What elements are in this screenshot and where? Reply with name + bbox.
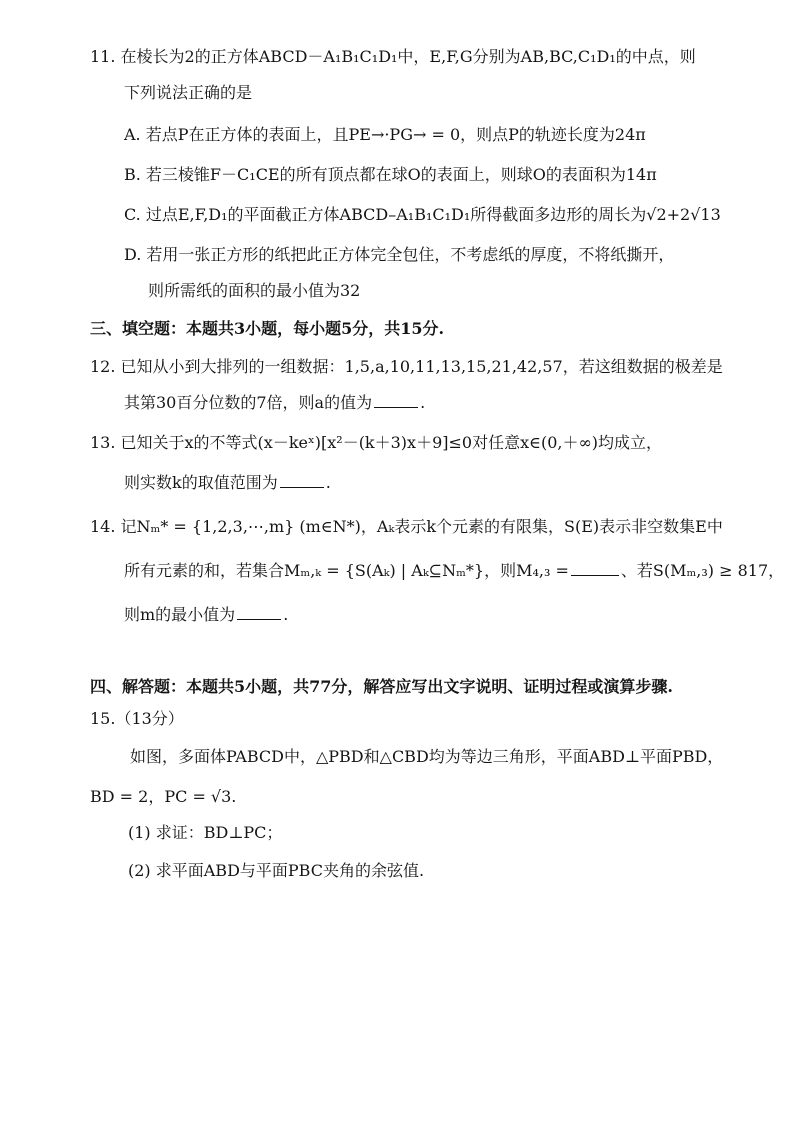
- section4-title: 四、解答题：本题共5小题，共77分，解答应写出文字说明、证明过程或演算步骤.: [90, 677, 673, 696]
- q11-option-c: C. 过点E,F,D₁的平面截正方体ABCD–A₁B₁C₁D₁所得截面多边形的周长为√2+2√13: [124, 205, 721, 224]
- q15-line1: 如图，多面体PABCD中，△PBD和△CBD均为等边三角形，平面ABD⊥平面PBD，: [130, 747, 724, 766]
- q14-answer-blank-2: [237, 605, 281, 620]
- q13-answer-blank: [280, 473, 324, 488]
- q15-line2: BD = 2，PC = √3.: [90, 787, 237, 806]
- q11-option-d-line1: D. 若用一张正方形的纸把此正方体完全包住，不考虑纸的厚度，不将纸撕开，: [124, 245, 675, 264]
- q15-part1: (1) 求证：BD⊥PC；: [128, 823, 283, 842]
- q14-line1: 14. 记Nₘ* = {1,2,3,⋯,m} (m∈N*)，Aₖ表示k个元素的有限集，S(E)表示非空数集E中: [90, 517, 723, 536]
- q14-line2: [124, 560, 784, 582]
- q12-answer-blank: [374, 393, 418, 408]
- q15-header: 15.（13分）: [90, 709, 184, 728]
- q13-line2-end: .: [325, 473, 331, 492]
- q12-line2: [124, 392, 425, 414]
- q15-part2: (2) 求平面ABD与平面PBC夹角的余弦值.: [128, 861, 425, 880]
- q11-stem-line2: 下列说法正确的是: [124, 83, 253, 102]
- q14-line2-end: 、若S(Mₘ,₃) ≥ 817，: [620, 561, 785, 580]
- q11-option-a: A. 若点P在正方体的表面上，且PE→·PG→ = 0，则点P的轨迹长度为24π: [124, 125, 646, 144]
- section3-title: 三、填空题：本题共3小题，每小题5分，共15分.: [90, 319, 445, 338]
- q11-option-b: B. 若三棱锥F－C₁CE的所有顶点都在球O的表面上，则球O的表面积为14π: [124, 165, 657, 184]
- q14-line3-text: 则m的最小值为: [124, 605, 236, 624]
- q14-line2-text: 所有元素的和，若集合Mₘ,ₖ = {S(Aₖ) | Aₖ⊆Nₘ*}，则M₄,₃ =: [124, 561, 569, 580]
- q13-line2: [124, 472, 331, 494]
- q12-line2-end: .: [420, 393, 426, 412]
- q13-line2-text: 则实数k的取值范围为: [124, 473, 278, 492]
- q12-line2-text: 其第30百分位数的7倍，则a的值为: [124, 393, 373, 412]
- q13-line1: 13. 已知关于x的不等式(x－keˣ)[x²－(k＋3)x＋9]≤0对任意x∈(0,＋∞)均成立，: [90, 433, 663, 452]
- q12-line1: 12. 已知从小到大排列的一组数据：1,5,a,10,11,13,15,21,42,57，若这组数据的极差是: [90, 357, 723, 376]
- q14-line3-end: .: [283, 605, 289, 624]
- q14-line3: [124, 604, 288, 626]
- q11-stem-line1: 11. 在棱长为2的正方体ABCD－A₁B₁C₁D₁中，E,F,G分别为AB,BC,C₁D₁的中点，则: [90, 47, 696, 66]
- q11-option-d-line2: 则所需纸的面积的最小值为32: [148, 281, 361, 300]
- q14-answer-blank-1: [571, 561, 619, 576]
